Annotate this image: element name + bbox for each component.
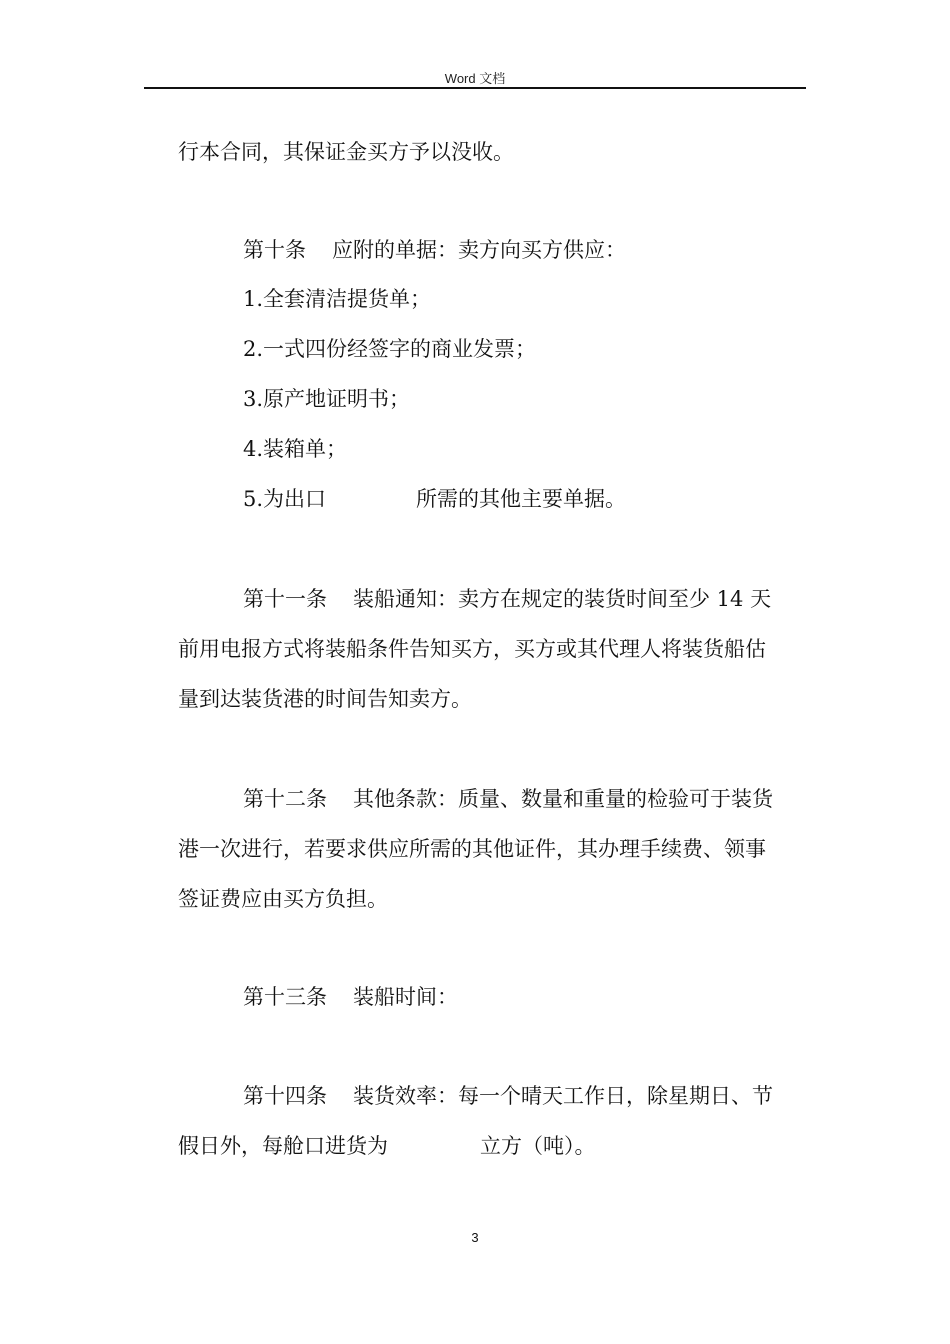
list-item-4: 4.装箱单； <box>243 437 348 461</box>
article-14-line2-start: 假日外，每舱口进货为 <box>178 1134 388 1158</box>
list-item-5 <box>243 484 626 514</box>
list-item-5-end: 所需的其他主要单据。 <box>416 487 627 511</box>
article-11-text: 装船通知：卖方在规定的装货时间至少 14 天 <box>353 587 772 611</box>
article-12-heading: 第十二条 <box>243 787 327 811</box>
article-14-text: 装货效率：每一个晴天工作日，除星期日、节 <box>353 1084 773 1108</box>
article-10 <box>243 235 626 265</box>
paragraph-line: 签证费应由买方负担。 <box>178 887 388 911</box>
article-10-text: 应附的单据：卖方向买方供应： <box>332 238 626 262</box>
header-divider <box>144 87 806 89</box>
article-14-line2-end: 立方（吨）。 <box>480 1134 596 1158</box>
page-number: 3 <box>471 1230 479 1245</box>
page-header: Word 文档 <box>444 71 506 86</box>
article-10-heading: 第十条 <box>243 238 306 262</box>
article-13-text: 装船时间： <box>353 985 458 1009</box>
article-14-heading: 第十四条 <box>243 1084 327 1108</box>
list-item-3: 3.原产地证明书； <box>243 387 411 411</box>
article-12 <box>243 784 773 814</box>
list-item-2: 2.一式四份经签字的商业发票； <box>243 337 537 361</box>
list-item-1: 1.全套清洁提货单； <box>243 287 432 311</box>
paragraph-line: 量到达装货港的时间告知卖方。 <box>178 687 472 711</box>
article-13-heading: 第十三条 <box>243 985 327 1009</box>
list-item-5-start: 5.为出口 <box>243 487 327 511</box>
article-11-heading: 第十一条 <box>243 587 327 611</box>
article-14 <box>243 1081 773 1111</box>
paragraph-line <box>178 1131 596 1161</box>
paragraph-line: 行本合同，其保证金买方予以没收。 <box>178 140 514 164</box>
paragraph-line: 港一次进行，若要求供应所需的其他证件，其办理手续费、领事 <box>178 837 766 861</box>
article-13 <box>243 982 458 1012</box>
article-11 <box>243 584 771 614</box>
article-12-text: 其他条款：质量、数量和重量的检验可于装货 <box>353 787 773 811</box>
paragraph-line: 前用电报方式将装船条件告知买方，买方或其代理人将装货船估 <box>178 637 766 661</box>
